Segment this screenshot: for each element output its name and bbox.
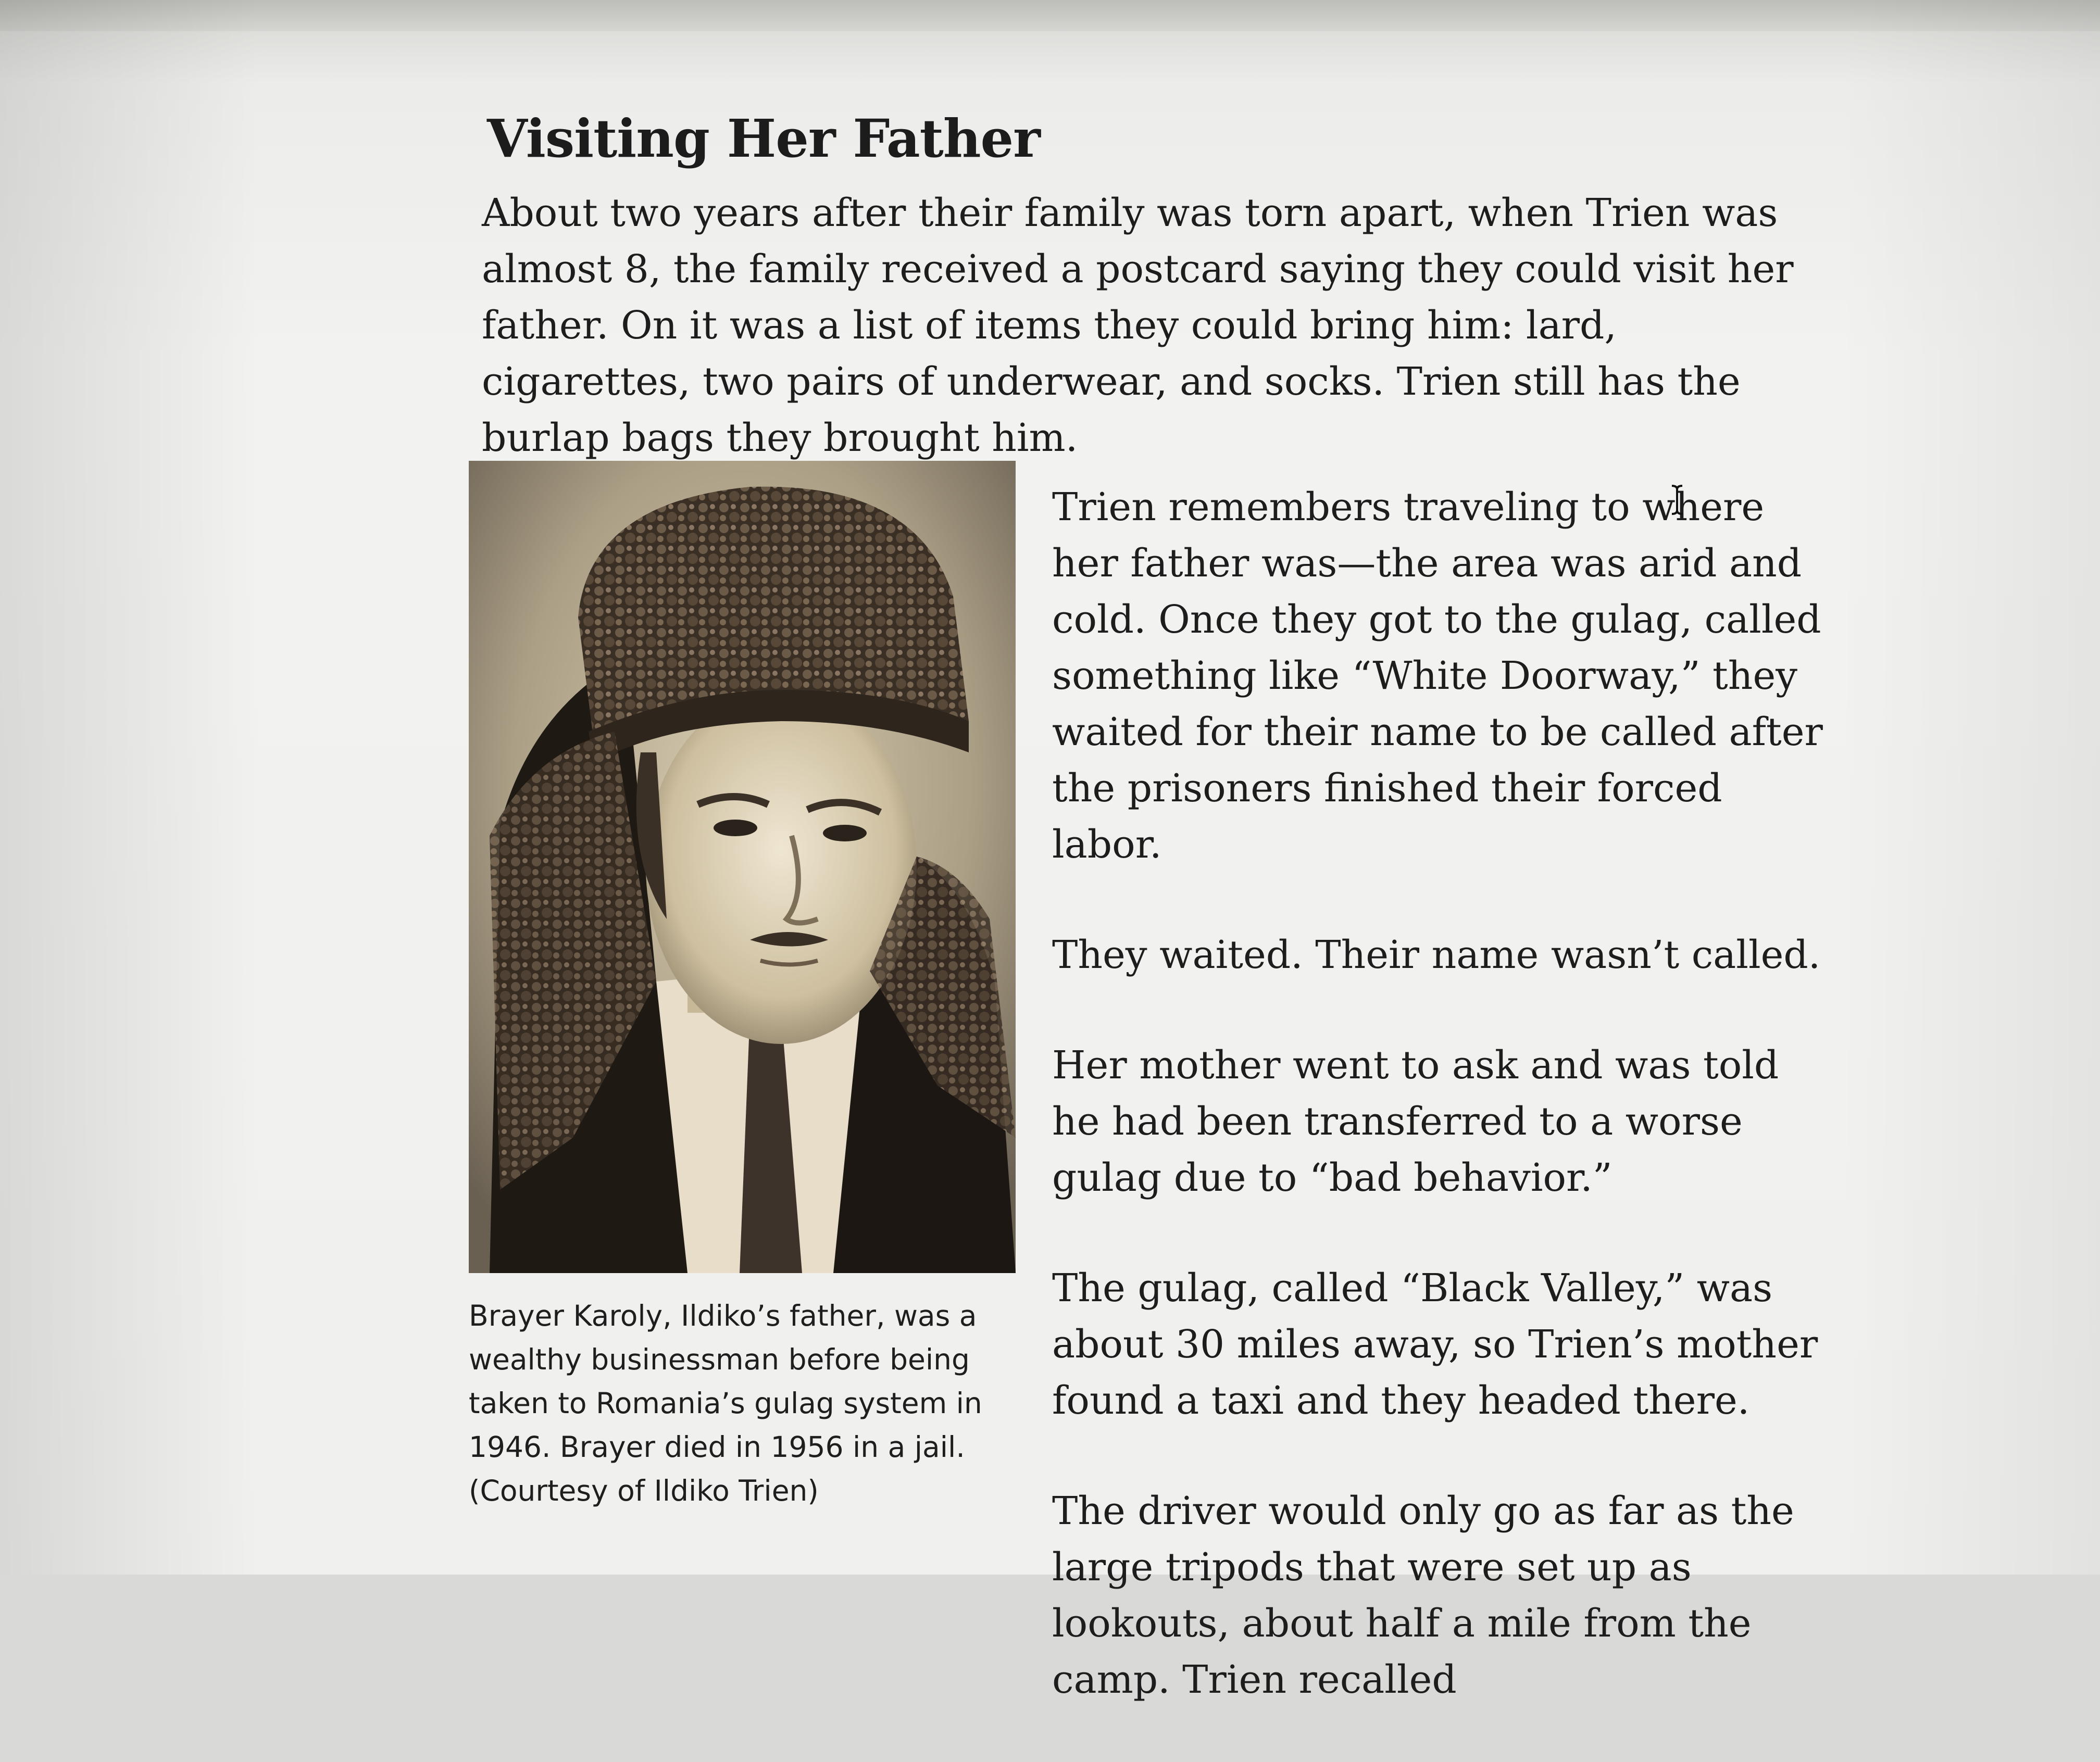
portrait-illustration (469, 461, 1016, 1273)
screen-shading-left (0, 0, 260, 1575)
article-headline: Visiting Her Father (487, 108, 1040, 169)
body-paragraph: The gulag, called “Black Valley,” was about 30 miles away, so Trien’s mother found a taxi and they headed there. (1052, 1266, 1818, 1423)
article-body-column (1052, 479, 1839, 1762)
body-paragraph: Her mother went to ask and was told he had been transferred to a worse gulag due to “bad behavior.” (1052, 1043, 1779, 1200)
article-figure (469, 461, 1016, 1513)
body-paragraph: Trien remembers traveling to where her father was—the area was arid and cold. Once they got to the gulag, called something like “White Doorway,” they waited for their name to be called after the prisoners finished their forced labor. (1052, 485, 1823, 867)
intro-paragraph: About two years after their family was torn apart, when Trien was almost 8, the family received a postcard saying they could visit her father. On it was a list of items they could bring him: lard, cigarettes, two pairs of underwear, and socks. Trien still has the burlap bags they brought him. (482, 191, 1794, 460)
body-paragraph: They waited. Their name wasn’t called. (1052, 933, 1821, 977)
body-paragraph: The driver would only go as far as the large tripods that were set up as lookouts, about half a mile from the camp. Trien recalled (1052, 1489, 1794, 1702)
portrait-photo (469, 461, 1016, 1273)
photo-caption: Brayer Karoly, Ildiko’s father, was a wealthy businessman before being taken to Romania’s gulag system in 1946. Brayer died in 1956 in a jail. (Courtesy of Ildiko Trien) (469, 1299, 982, 1507)
screen-shading-right (1840, 0, 2100, 1575)
text-cursor-icon (1669, 484, 1685, 515)
